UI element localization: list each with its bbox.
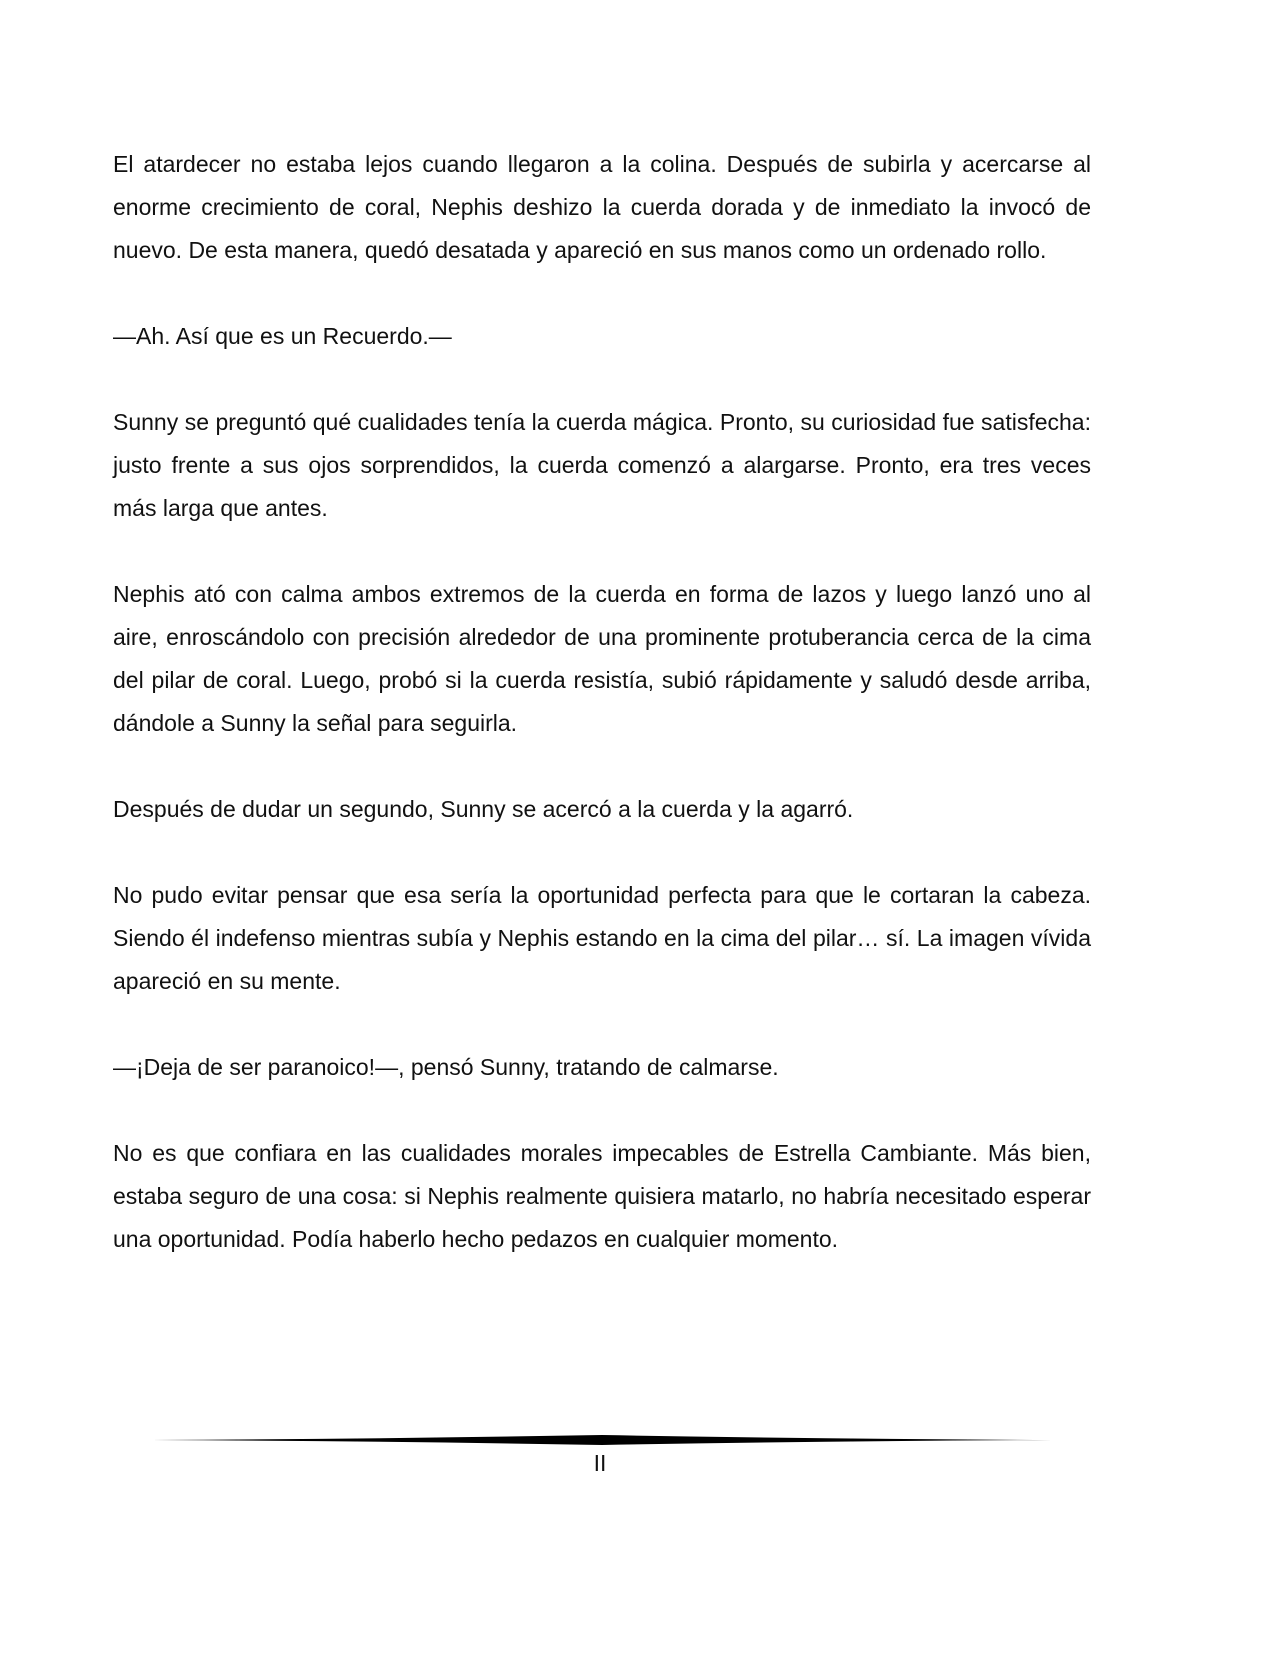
paragraph-7-dialogue: —¡Deja de ser paranoico!—, pensó Sunny, tratando de calmarse.: [113, 1054, 779, 1080]
footer-divider: [152, 1433, 1052, 1447]
paragraph-6: No pudo evitar pensar que esa sería la oportunidad perfecta para que le cortaran la cabeza. Siendo él indefenso mientras subía y Nephis estando en la cima del pilar… sí. La imagen vívida apareció en su mente.: [113, 882, 1091, 994]
page-number: II: [593, 1450, 607, 1476]
paragraph-3: Sunny se preguntó qué cualidades tenía la cuerda mágica. Pronto, su curiosidad fue satisfecha: justo frente a sus ojos sorprendidos, la cuerda comenzó a alargarse. Pronto, era tres veces más larga que antes.: [113, 409, 1091, 521]
paragraph-1: El atardecer no estaba lejos cuando llegaron a la colina. Después de subirla y acercarse al enorme crecimiento de coral, Nephis deshizo la cuerda dorada y de inmediato la invocó de nuevo. De esta manera, quedó desatada y apareció en sus manos como un ordenado rollo.: [113, 151, 1091, 263]
paragraph-5: Después de dudar un segundo, Sunny se acercó a la cuerda y la agarró.: [113, 796, 854, 822]
page-body: [113, 143, 1091, 1304]
paragraph-4: Nephis ató con calma ambos extremos de la cuerda en forma de lazos y luego lanzó uno al aire, enroscándolo con precisión alrededor de una prominente protuberancia cerca de la cima del pilar de coral. Luego, probó si la cuerda resistía, subió rápidamente y saludó desde arriba, dándole a Sunny la señal para seguirla.: [113, 581, 1091, 736]
paragraph-2-dialogue: —Ah. Así que es un Recuerdo.—: [113, 323, 452, 349]
paragraph-8: No es que confiara en las cualidades morales impecables de Estrella Cambiante. Más bien, estaba seguro de una cosa: si Nephis realmente quisiera matarlo, no habría necesitado esperar una oportunidad. Podía haberlo hecho pedazos en cualquier momento.: [113, 1140, 1091, 1252]
